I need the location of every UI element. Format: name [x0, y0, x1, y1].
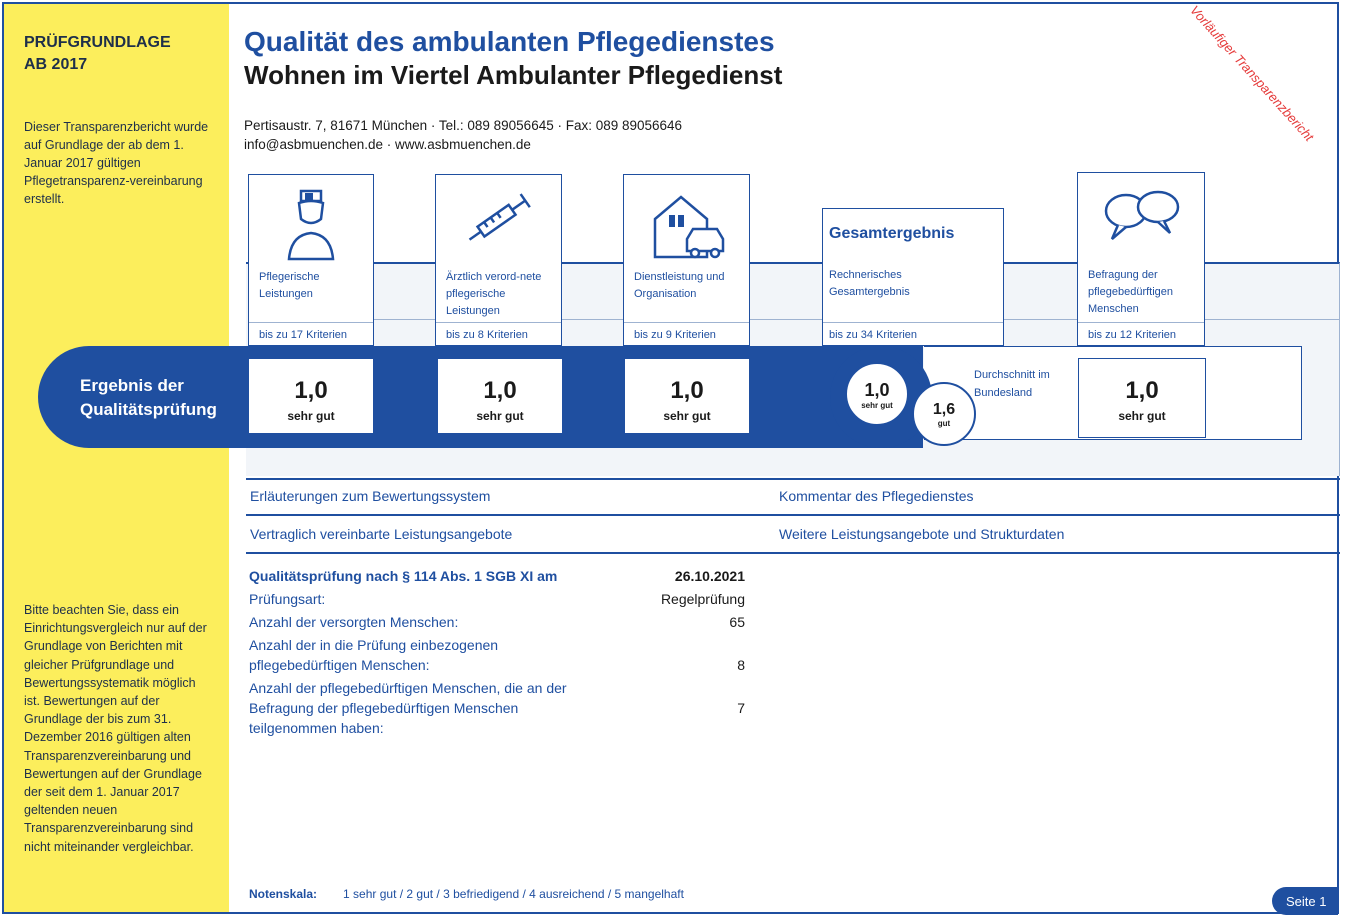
sidebar-heading — [24, 32, 214, 76]
fact-value: 65 — [729, 614, 745, 630]
grade-scale-label: Notenskala: — [249, 887, 318, 901]
score-grade: sehr gut — [287, 409, 335, 423]
fact-row — [249, 635, 745, 675]
score-aerztlich-verordnete-leistungen — [437, 358, 563, 434]
category-card-dienstleistung-organisation[interactable] — [623, 174, 750, 346]
nurse-icon — [249, 189, 373, 259]
divider — [246, 478, 1340, 480]
card-label: Dienstleistung und Organisation — [634, 271, 725, 300]
score-befragung — [1078, 358, 1206, 438]
card-criteria: bis zu 34 Kriterien — [829, 329, 918, 341]
category-card-gesamtergebnis[interactable] — [822, 208, 1004, 346]
card-label: Rechnerisches Gesamtergebnis — [829, 269, 910, 298]
score-value: 1,0 — [670, 377, 704, 404]
score-grade: sehr gut — [476, 409, 524, 423]
card-criteria: bis zu 8 Kriterien — [446, 329, 528, 341]
link-explanation[interactable]: Erläuterungen zum Bewertungssystem — [250, 488, 491, 504]
sidebar-heading-line1: PRÜFGRUNDLAGE — [24, 34, 171, 51]
sidebar-note: Bitte beachten Sie, dass ein Einrichtungsvergleich nur auf der Grundlage von Berichten mit gleicher Prüfgrundlage und Bewertungssystematik möglich ist. Bewertungen auf der Grundlage der bis zum 31. Dezember 2016 gültigen alten Transparenzvereinbarung und Bewertungen auf der Grundlage der seit dem 1. Januar 2017 geltenden neuen Transparenzvereinbarung sind nicht miteinander vergleichbar. — [24, 603, 207, 854]
fact-label: Prüfungsart: — [249, 591, 326, 607]
card-criteria: bis zu 9 Kriterien — [634, 329, 716, 341]
score-value: 1,0 — [294, 377, 328, 404]
category-card-befragung[interactable] — [1077, 172, 1205, 346]
score-grade: sehr gut — [663, 409, 711, 423]
inspection-facts — [249, 566, 745, 741]
score-value: 1,0 — [483, 377, 517, 404]
fact-value: 8 — [737, 657, 745, 673]
card-criteria: bis zu 17 Kriterien — [259, 329, 348, 341]
page-title: Qualität des ambulanten Pflegedienstes — [244, 26, 775, 57]
provider-name: Wohnen im Viertel Ambulanter Pflegedienst — [244, 60, 783, 90]
link-further-services[interactable]: Weitere Leistungsangebote und Strukturdaten — [779, 526, 1065, 542]
fact-value: 7 — [737, 700, 745, 716]
fact-row — [249, 612, 745, 632]
result-band-label: Ergebnis der Qualitätsprüfung — [80, 376, 217, 419]
fact-value: Regelprüfung — [660, 591, 745, 607]
sidebar-heading-line2: AB 2017 — [24, 56, 88, 73]
fact-label: Anzahl der versorgten Menschen: — [249, 614, 459, 630]
speech-bubbles-icon — [1078, 187, 1204, 257]
card-label: Ärztlich verord-nete pflegerische Leistungen — [446, 271, 542, 317]
score-dienstleistung-organisation — [624, 358, 750, 434]
house-car-icon — [624, 189, 749, 259]
inspection-date: 26.10.2021 — [674, 568, 745, 584]
overall-score-grade: sehr gut — [861, 401, 893, 410]
fact-row — [249, 589, 745, 609]
fact-label: Anzahl der in die Prüfung einbezogenen pflegebedürftigen Menschen: — [249, 637, 499, 673]
link-contract-services[interactable]: Vertraglich vereinbarte Leistungsangebote — [250, 526, 513, 542]
average-score-grade: gut — [937, 419, 951, 428]
card-divider — [249, 322, 373, 323]
card-divider — [823, 322, 1003, 323]
grade-scale — [249, 887, 684, 901]
overall-score-circle — [845, 362, 909, 426]
score-grade: sehr gut — [1118, 409, 1166, 423]
fact-label: Anzahl der pflegebedürftigen Menschen, die an der Befragung der pflegebedürftigen Menschen teilgenommen haben: — [249, 680, 567, 736]
sidebar — [4, 4, 229, 912]
average-score-value: 1,6 — [932, 401, 956, 418]
card-label: Pflegerische Leistungen — [259, 271, 320, 300]
syringe-icon — [436, 189, 561, 259]
page-number-badge: Seite 1 — [1272, 887, 1338, 915]
address-line: Pertisaustr. 7, 81671 München · Tel.: 089 89056645 · Fax: 089 89056646 — [244, 118, 683, 133]
card-divider — [624, 322, 749, 323]
web-line[interactable]: info@asbmuenchen.de · www.asbmuenchen.de — [244, 137, 531, 152]
card-title: Gesamtergebnis — [829, 225, 955, 242]
card-criteria: bis zu 12 Kriterien — [1088, 329, 1177, 341]
link-comment[interactable]: Kommentar des Pflegedienstes — [779, 488, 974, 504]
average-score-circle — [912, 382, 976, 446]
grade-scale-text: 1 sehr gut / 2 gut / 3 befriedigend / 4 ausreichend / 5 mangelhaft — [343, 887, 684, 901]
score-pflegerische-leistungen — [248, 358, 374, 434]
facts-heading-row — [249, 566, 745, 586]
contact-info — [244, 116, 682, 154]
divider — [246, 514, 1340, 516]
sidebar-intro: Dieser Transparenzbericht wurde auf Grundlage der ab dem 1. Januar 2017 gültigen Pflegetransparenz-vereinbarung erstellt. — [24, 120, 209, 206]
divider — [246, 552, 1340, 554]
score-value: 1,0 — [1125, 377, 1159, 404]
fact-row — [249, 678, 745, 738]
facts-heading: Qualitätsprüfung nach § 114 Abs. 1 SGB XI am — [249, 568, 558, 584]
category-card-aerztlich-verordnete-leistungen[interactable] — [435, 174, 562, 346]
card-divider — [436, 322, 561, 323]
overall-score-value: 1,0 — [864, 380, 890, 400]
draft-stamp: Vorläufiger Transparenzbericht — [1187, 2, 1317, 145]
category-card-pflegerische-leistungen[interactable] — [248, 174, 374, 346]
card-divider — [1078, 322, 1204, 323]
average-label: Durchschnitt im Bundesland — [974, 369, 1050, 399]
card-label: Befragung der pflegebedürftigen Menschen — [1088, 269, 1174, 315]
